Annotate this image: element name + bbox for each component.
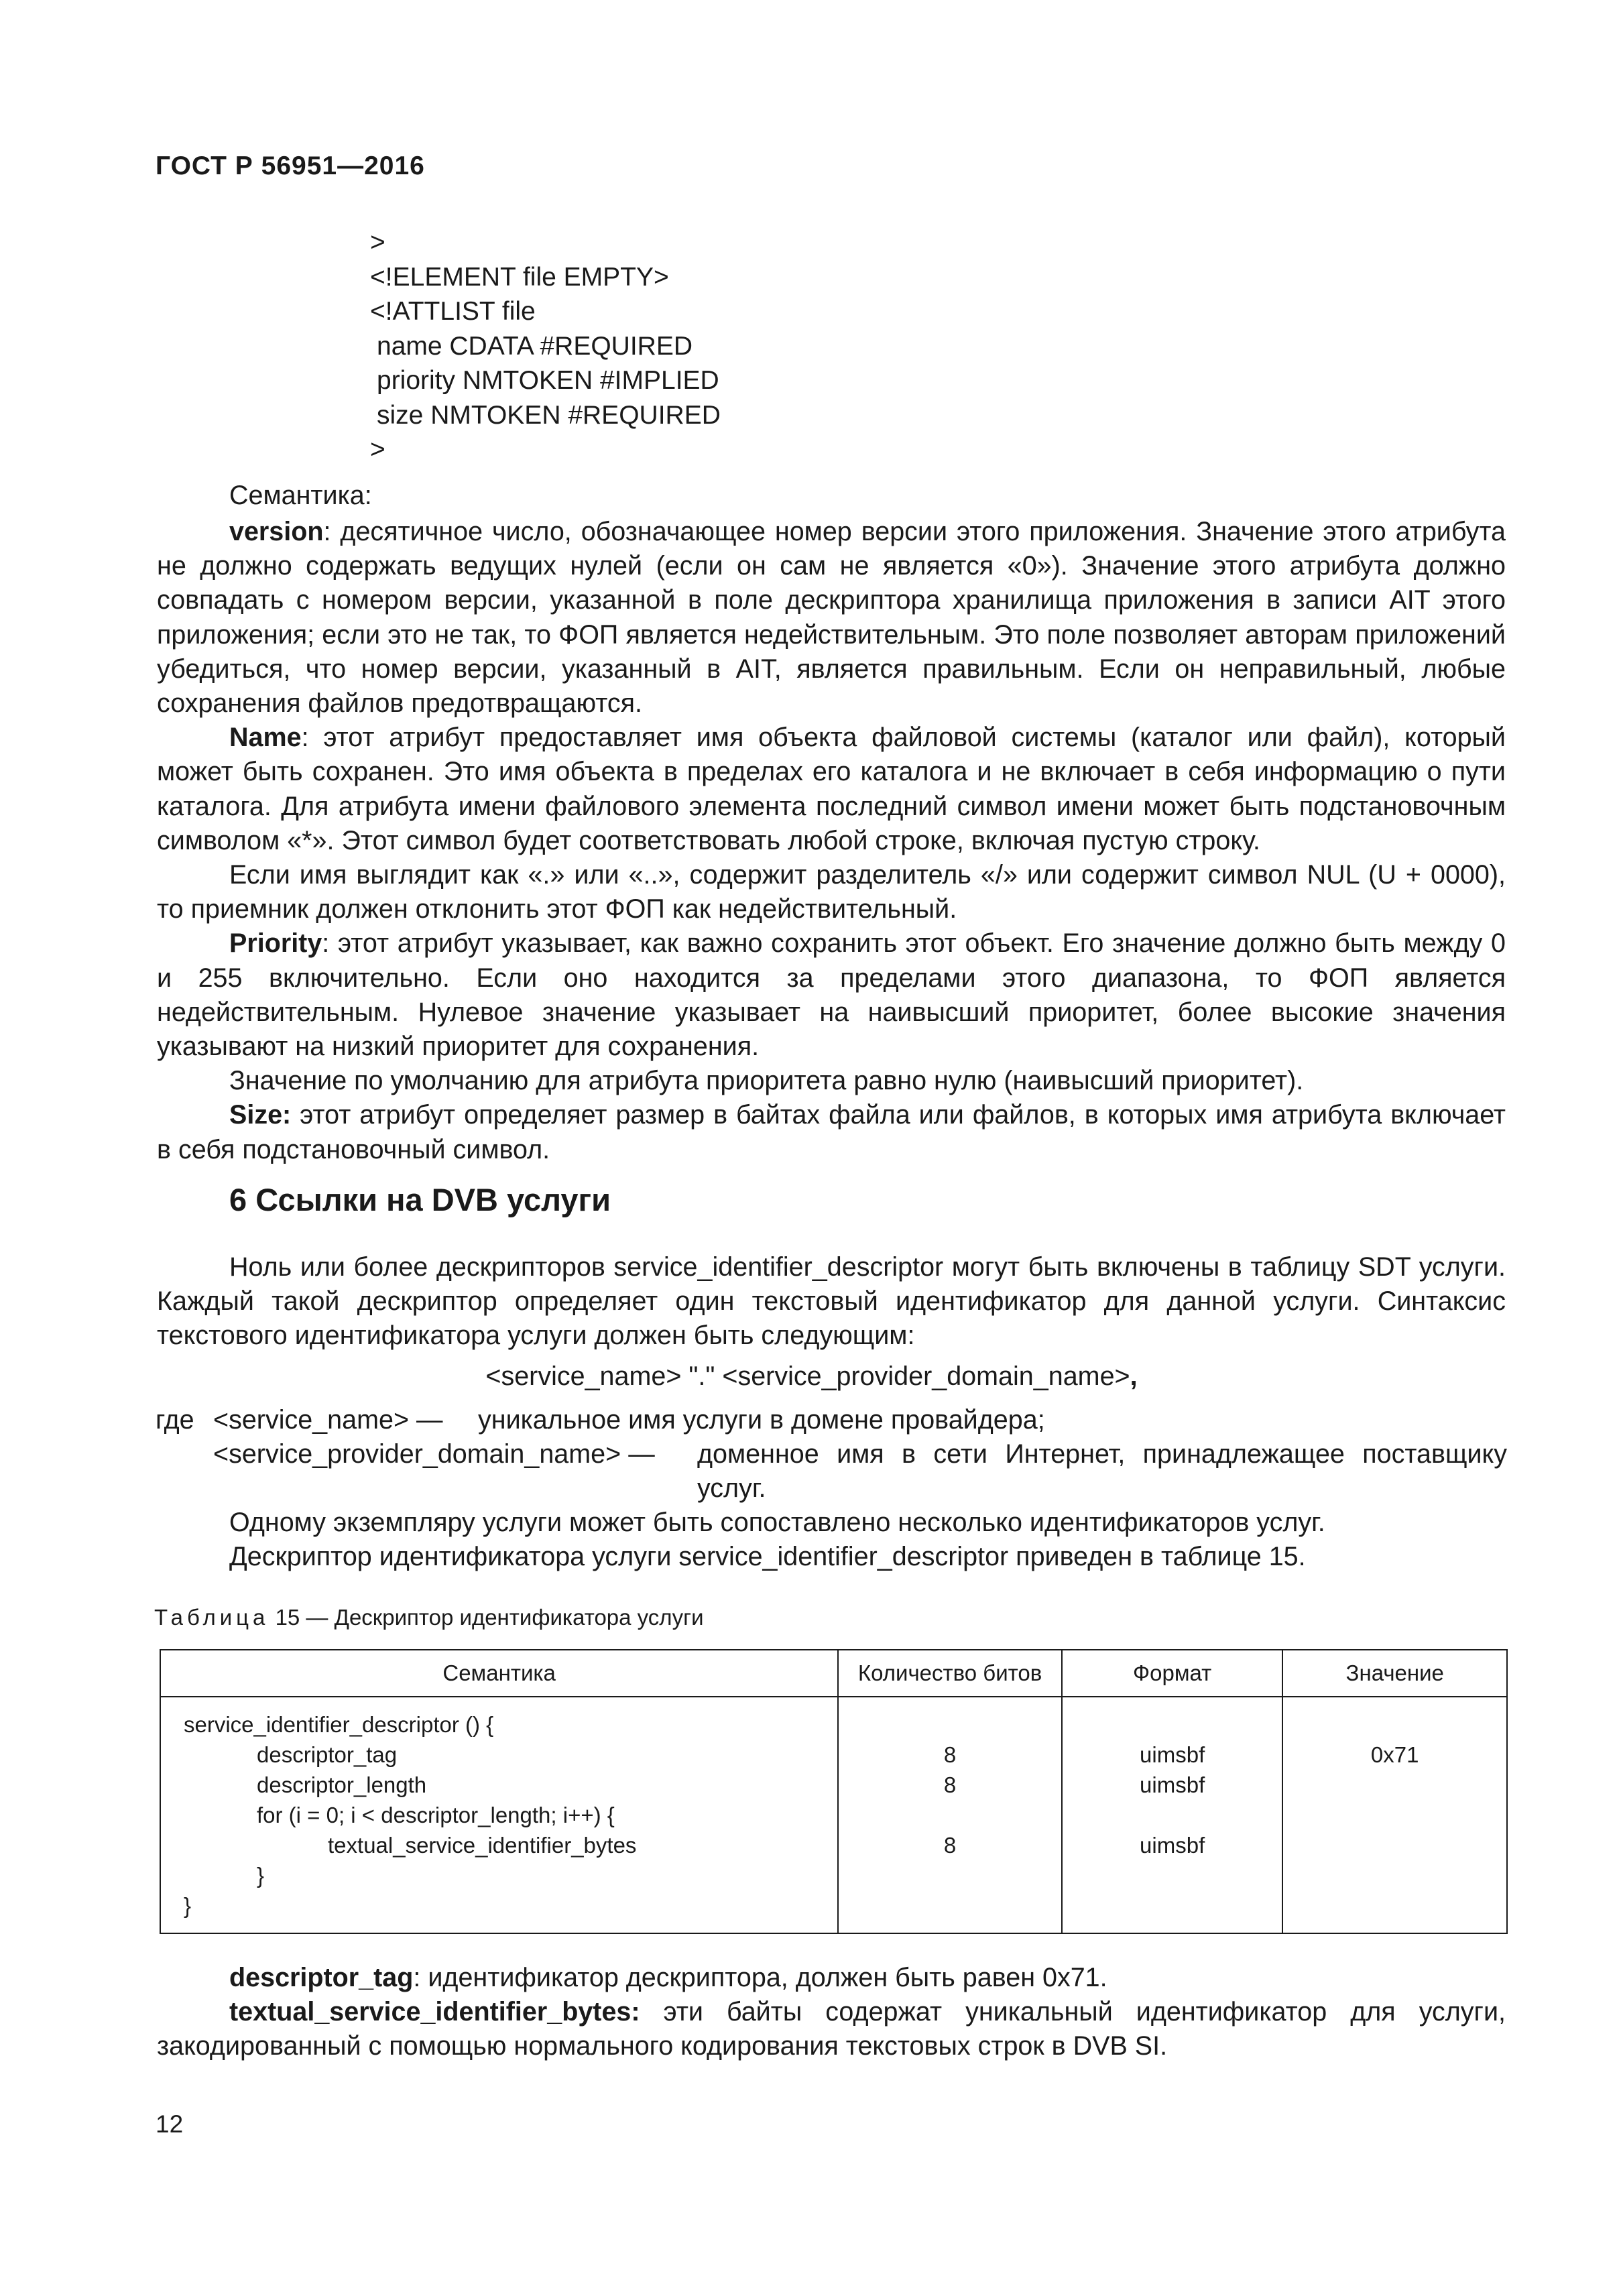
col-header-format: Формат bbox=[1062, 1650, 1283, 1697]
where-def-2-cont: услуг. bbox=[697, 1473, 766, 1503]
section-paragraphs: Одному экземпляру услуги может быть сопоставлено несколько идентификаторов услуг. Дескриптор идентификатора услуги service_identifier_descriptor приведен в таблице 15. bbox=[229, 1508, 1325, 1572]
size-paragraph: Size: этот атрибут определяет размер в байтах файла или файлов, в которых имя атрибута включает в себя подстановочный символ. bbox=[157, 1100, 1506, 1164]
descriptor-table bbox=[160, 1649, 1508, 1934]
where-def-1: уникальное имя услуги в домене провайдера; bbox=[478, 1405, 1045, 1435]
code-line: <!ATTLIST file bbox=[370, 297, 536, 326]
name-paragraph: Name: этот атрибут предоставляет имя объекта файловой системы (каталог или файл), который может быть сохранен. Это имя объекта в пределах его каталога и не включает в себя информацию о пути каталога. Для атрибута имени файлового элемента последний символ имени может быть подстановочным символом «*». Этот символ будет соответствовать любой строке, включая пустую строку. bbox=[157, 723, 1506, 855]
format-cell: uimsbf uimsbf uimsbf bbox=[1062, 1697, 1283, 1933]
table-row bbox=[160, 1697, 1507, 1933]
table-header-row bbox=[160, 1650, 1507, 1697]
dtd-code-block bbox=[370, 225, 721, 467]
where-def-2: доменное имя в сети Интернет, принадлежащее поставщику bbox=[697, 1439, 1507, 1469]
term-descriptor-tag: descriptor_tag bbox=[229, 1963, 414, 1992]
code-line: <!ELEMENT file EMPTY> bbox=[370, 262, 669, 292]
where-term-1: <service_name> — bbox=[213, 1405, 443, 1435]
term-identifier-bytes: textual_service_identifier_bytes: bbox=[229, 1997, 640, 2027]
page-number: 12 bbox=[156, 2110, 184, 2138]
col-header-value: Значение bbox=[1282, 1650, 1507, 1697]
section-title: 6 Ссылки на DVB услуги bbox=[229, 1182, 611, 1217]
semantics-cell: service_identifier_descriptor () { descriptor_tag descriptor_length for (i = 0; i < descriptor_length; i++) { textual_service_identifier_bytes } } bbox=[160, 1697, 838, 1933]
code-line: > bbox=[370, 435, 385, 464]
semantics-body bbox=[157, 515, 1506, 1167]
code-line: name CDATA #REQUIRED bbox=[377, 331, 693, 361]
code-line: priority NMTOKEN #IMPLIED bbox=[377, 366, 719, 395]
code-line: size NMTOKEN #REQUIRED bbox=[377, 400, 721, 430]
code-line: > bbox=[370, 228, 385, 257]
where-word: где bbox=[156, 1405, 194, 1435]
section-intro: Ноль или более дескрипторов service_identifier_descriptor могут быть включены в таблицу SDT услуги. Каждый такой дескриптор определяет один текстовый идентификатор для данной услуги. Синтаксис текстового идентификатора услуги должен быть следующим: bbox=[157, 1252, 1506, 1351]
name-extra-paragraph: Если имя выглядит как «.» или «..», содержит разделитель «/» или содержит символ NUL (U + 0000), то приемник должен отклонить этот ФОП как недействительный. bbox=[157, 860, 1506, 924]
priority-paragraph: Priority: этот атрибут указывает, как важно сохранить этот объект. Его значение должно быть между 0 и 255 включительно. Если оно находится за пределами этого диапазона, то ФОП является недействительным. Нулевое значение указывает на наивысший приоритет, более высокие значения указывают на низкий приоритет для сохранения. bbox=[157, 928, 1506, 1062]
col-header-semantics: Семантика bbox=[160, 1650, 838, 1697]
document-header: ГОСТ Р 56951—2016 bbox=[156, 152, 425, 180]
term-version: version bbox=[229, 517, 324, 546]
term-priority: Priority bbox=[229, 928, 322, 959]
descriptor-tag-paragraph: descriptor_tag: идентификатор дескриптора, должен быть равен 0x71. bbox=[229, 1963, 1107, 1992]
where-term-2: <service_provider_domain_name> — bbox=[213, 1439, 655, 1469]
table-caption: Таблица 15 — Дескриптор идентификатора услуги bbox=[154, 1605, 704, 1630]
identifier-bytes-paragraph: textual_service_identifier_bytes: эти байты содержат уникальный идентификатор для услуги, закодированный с помощью нормального кодирования текстовых строк в DVB SI. bbox=[157, 1997, 1506, 2061]
term-size: Size: bbox=[229, 1100, 292, 1130]
value-cell: 0x71 bbox=[1282, 1697, 1507, 1933]
bits-cell: 8 8 8 bbox=[838, 1697, 1062, 1933]
version-paragraph: version: десятичное число, обозначающее номер версии этого приложения. Значение этого атрибута не должно содержать ведущих нулей (если он сам не является «0»). Значение этого атрибута должно совпадать с номером версии, указанной в поле дескриптора хранилища приложения в записи AIT этого приложения; если это не так, то ФОП является недействительным. Это поле позволяет авторам приложений убедиться, что номер версии, указанный в AIT, является правильным. Если он неправильный, любые сохранения файлов предотвращаются. bbox=[157, 517, 1506, 719]
syntax-line: <service_name> "." <service_provider_domain_name>, bbox=[485, 1362, 1138, 1391]
after-table-text bbox=[157, 1961, 1506, 2064]
semantics-label: Семантика: bbox=[229, 481, 372, 510]
priority-default-paragraph: Значение по умолчанию для атрибута приоритета равно нулю (наивысший приоритет). bbox=[229, 1066, 1304, 1096]
term-name: Name bbox=[229, 723, 302, 753]
col-header-bits: Количество битов bbox=[838, 1650, 1062, 1697]
